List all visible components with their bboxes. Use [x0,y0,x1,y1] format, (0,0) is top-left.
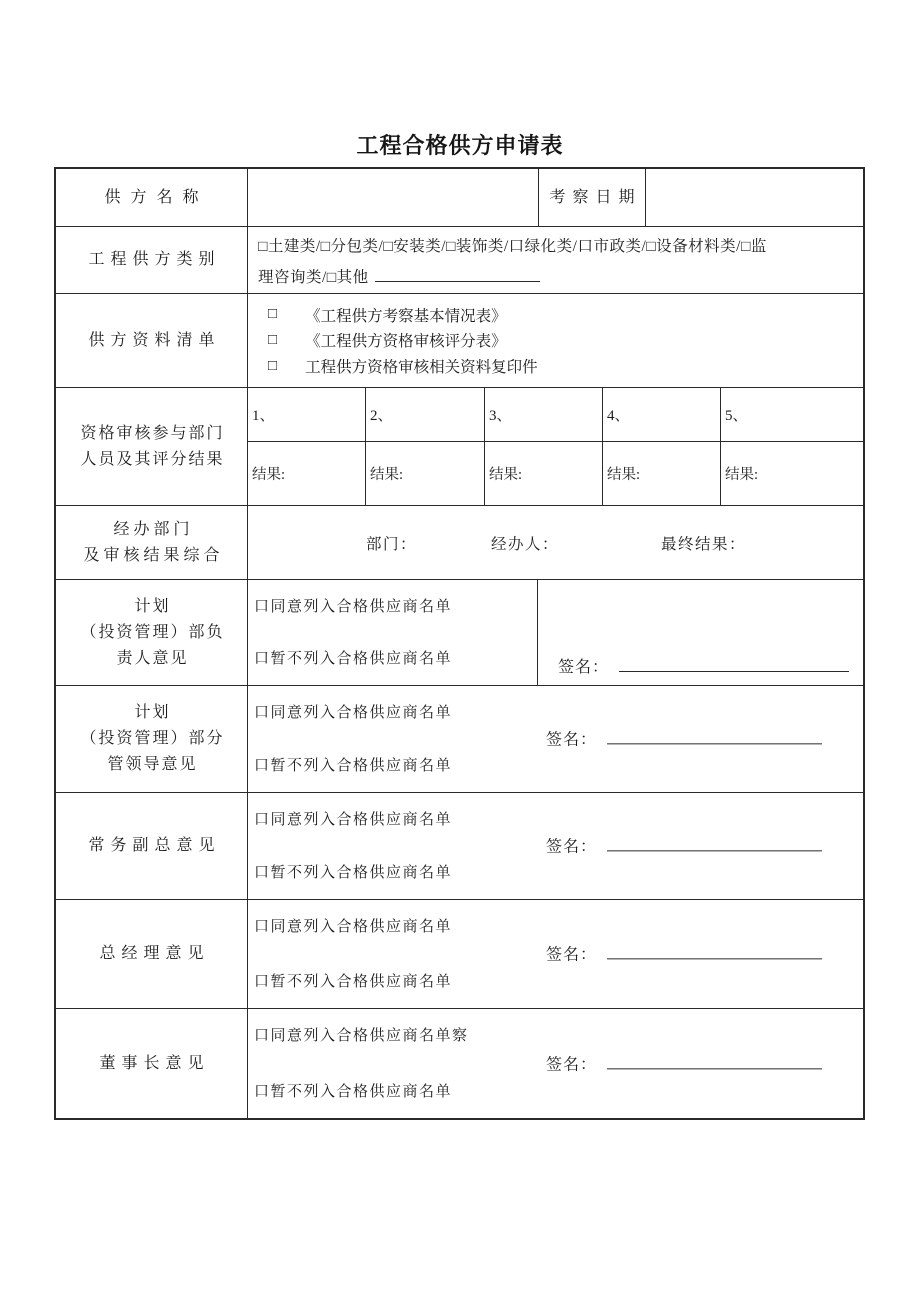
opinion-dept-head-label [56,580,248,685]
agree-option[interactable]: 口同意列入合格供应商名单 [254,599,453,615]
result-label: 结果: [252,467,286,483]
document-item-label: 《工程供方考察基本情况表》 [305,307,507,325]
agree-option[interactable]: 口同意列入合格供应商名单 [254,919,453,935]
category-other-label[interactable]: 理咨询类/□其他 [258,268,369,286]
score-column-2 [366,388,485,505]
reviewer-2-field[interactable] [366,388,484,442]
inspection-date-label: 考察日期 [539,169,646,226]
disagree-option[interactable]: 口暂不列入合格供应商名单 [254,651,453,667]
category-other-blank-line[interactable] [375,268,540,282]
opinion-general-manager-label [56,900,248,1008]
result-label: 结果: [370,467,404,483]
row-opinion-general-manager [56,900,863,1009]
row-opinion-dept-head [56,580,863,686]
opinion-chairman-label [56,1009,248,1118]
result-2-field[interactable] [366,442,484,505]
handler-field-label[interactable]: 经办人： [491,535,560,553]
row-document-checklist [56,294,863,388]
disagree-option[interactable]: 口暂不列入合格供应商名单 [254,865,453,881]
agree-option[interactable]: 口同意列入合格供应商名单察 [254,1028,469,1044]
label-line: （投资管理）部负 [80,623,225,641]
handling-dept-label-line2: 及审核结果综合 [83,546,224,564]
reviewer-number: 2、 [370,408,393,424]
score-column-4 [603,388,721,505]
signature-line[interactable] [607,730,822,744]
reviewer-number: 4、 [607,408,630,424]
category-options-line1[interactable]: □土建类/□分包类/□安装类/□装饰类/口绿化类/口市政类/□设备材料类/□监 [258,237,767,255]
final-result-field-label[interactable]: 最终结果： [661,535,747,553]
label-line: 计划 [134,704,171,721]
result-3-field[interactable] [485,442,602,505]
label-line: 责人意见 [116,649,189,667]
label-line: 计划 [134,597,171,615]
signature-area [546,941,822,964]
list-item [268,355,857,377]
signature-label: 签名： [546,1055,598,1073]
reviewer-4-field[interactable] [603,388,720,442]
review-scores-label-line2: 人员及其评分结果 [80,450,225,468]
result-1-field[interactable] [248,442,365,505]
result-4-field[interactable] [603,442,720,505]
supplier-name-label: 供方名称 [56,169,248,226]
checkbox-icon[interactable]: □ [268,306,278,323]
reviewer-number: 3、 [489,408,512,424]
result-label: 结果: [607,467,641,483]
document-item-label: 工程供方资格审核相关资料复印件 [305,359,538,377]
opinion-supervising-leader-options [248,686,863,792]
signature-line[interactable] [607,837,822,851]
opinion-dept-head-sign-cell [538,580,863,685]
signature-area [546,726,822,749]
reviewer-3-field[interactable] [485,388,602,442]
result-label: 结果: [725,467,759,483]
reviewer-5-field[interactable] [721,388,863,442]
agree-option[interactable]: 口同意列入合格供应商名单 [254,705,453,721]
handling-dept-label [56,506,248,579]
opinion-exec-deputy-gm-label [56,793,248,899]
signature-line[interactable] [619,658,849,672]
document-checklist-items [248,294,863,387]
document-checklist-label: 供方资料清单 [56,294,248,387]
opinion-chairman-options [248,1009,863,1118]
reviewer-number: 1、 [252,408,275,424]
signature-line[interactable] [607,945,822,959]
label-line: 董事长意见 [99,1054,210,1072]
opinion-dept-head-options [248,580,538,685]
score-column-1 [248,388,366,505]
opinion-supervising-leader-label [56,686,248,792]
application-form-table [54,167,865,1120]
label-line: 总经理意见 [99,945,210,962]
supplier-category-options [248,227,863,293]
result-label: 结果: [489,467,523,483]
row-supplier-name [56,169,863,227]
signature-area [546,1051,822,1074]
checkbox-icon[interactable]: □ [268,331,278,348]
score-column-5 [721,388,863,505]
reviewer-1-field[interactable] [248,388,365,442]
handling-dept-fields [248,506,863,579]
handling-dept-label-line1: 经办部门 [113,520,194,538]
row-supplier-category [56,227,863,294]
checkbox-icon[interactable]: □ [268,357,278,374]
document-item-label: 《工程供方资格审核评分表》 [305,333,507,351]
inspection-date-field[interactable] [646,169,863,226]
opinion-exec-deputy-gm-options [248,793,863,899]
reviewer-number: 5、 [725,408,748,424]
row-review-scores [56,388,863,506]
score-column-3 [485,388,603,505]
disagree-option[interactable]: 口暂不列入合格供应商名单 [254,758,453,774]
review-scores-label [56,388,248,505]
signature-label: 签名： [546,838,598,856]
row-opinion-chairman [56,1009,863,1118]
supplier-category-label: 工程供方类别 [56,227,248,293]
label-line: （投资管理）部分 [80,730,225,747]
row-handling-dept [56,506,863,580]
label-line: 管领导意见 [107,756,198,773]
dept-field-label[interactable]: 部门： [366,535,418,553]
review-scores-label-line1: 资格审核参与部门 [80,424,225,442]
signature-label: 签名： [546,946,598,964]
opinion-general-manager-options [248,900,863,1008]
list-item [268,329,857,351]
signature-area [546,833,822,856]
signature-label: 签名： [558,659,610,676]
list-item [268,304,857,326]
row-opinion-supervising-leader [56,686,863,793]
supplier-name-field[interactable] [248,169,539,226]
signature-label: 签名： [546,731,598,749]
row-opinion-exec-deputy-gm [56,793,863,900]
category-options-line2[interactable] [258,262,855,293]
result-5-field[interactable] [721,442,863,505]
page-title: 工程合格供方申请表 [356,133,564,158]
signature-area [558,654,849,677]
disagree-option[interactable]: 口暂不列入合格供应商名单 [254,1084,453,1100]
disagree-option[interactable]: 口暂不列入合格供应商名单 [254,974,453,990]
agree-option[interactable]: 口同意列入合格供应商名单 [254,812,453,828]
score-grid [248,388,863,505]
label-line: 常务副总意见 [88,837,221,854]
signature-line[interactable] [607,1055,822,1069]
